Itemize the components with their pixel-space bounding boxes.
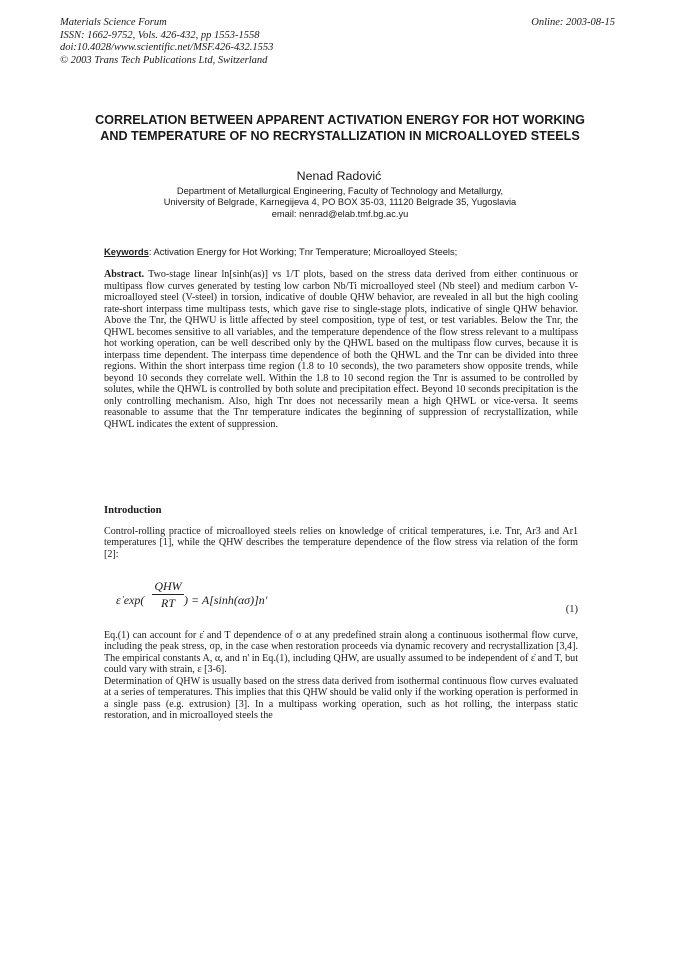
author-email: email: nenrad@elab.tmf.bg.ac.yu: [271, 208, 409, 219]
online-date: [531, 17, 615, 30]
online-date-text: Online: 2003-08-15: [531, 17, 615, 28]
paper-title: CORRELATION BETWEEN APPARENT ACTIVATION ENERGY FOR HOT WORKING AND TEMPERATURE OF NO RECRYSTALLIZATION IN MICROALLOYED STEELS: [95, 113, 585, 143]
issn-line: ISSN: 1662-9752, Vols. 426-432, pp 1553-1558: [60, 29, 260, 41]
equation-number: (1): [565, 604, 578, 615]
journal-name: Materials Science Forum: [60, 17, 167, 28]
intro-paragraph-1: Control-rolling practice of microalloyed steels relies on knowledge of critical temperatures, i.e. Tnr, Ar3 and Ar1 temperatures [1], while the QHW describes the temperature dependence of the flow stress via relation of the form [2]:: [104, 526, 578, 560]
equation-fraction: [152, 578, 184, 611]
affiliation-line-2: University of Belgrade, Karnegijeva 4, PO BOX 35-03, 11120 Belgrade 35, Yugoslavia: [163, 197, 517, 208]
abstract-text: Two-stage linear ln[sinh(as)] vs 1/T plots, based on the stress data derived from either continuous or multipass flow curves generated by testing low carbon Nb/Ti microalloyed steel (Nb steel) and medium carbon V-microalloyed steel (V-steel) in torsion, indicative of double QHW behavior, are revealed in all but the high cooling rate-short interpass time multipass tests, which gave rise to single-stage plots, indicative of single QHW behavior. Above the Tnr, the QHWU is little affected by steel composition, type of test, or test variables. Below the Tnr, the QHWL becomes sensitive to all variables, and the temperature dependence of the flow stress relevant to a multipass hot working operation, can be well described only by the QHWL based on the multipass flow curves, because it is interpass time dependent. The interpass time dependence of both the QHWL and the Tnr can be divided into three regions. Within the short interpass time region (1.8 to 10 seconds), the two parameters show opposite trends, while beyond 10 seconds they correlate well. Within the 1.8 to 10 second region the Tnr is assumed to be controlled by solutes, while the QHWL is controlled by both solute and precipitation effect. Beyond 10 seconds precipitation is the only controlling mechanism. Also, high Tnr does not necessarily mean a high QHWL or vice-versa. It seems reasonable to assume that the Tnr temperature indicates the beginning of suppression of recrystallization, while QHWL indicates the extent of suppression.: [104, 269, 578, 430]
keywords: [104, 246, 457, 257]
equation-1: [116, 578, 578, 624]
equation-rhs: ) = A[sinh(ασ)]n': [184, 593, 268, 607]
keywords-label: Keywords: [104, 246, 149, 257]
equation-numerator: QHW: [152, 578, 184, 595]
equation-denominator: RT: [160, 596, 175, 610]
affiliation-line-1: Department of Metallurgical Engineering, Faculty of Technology and Metallurgy,: [176, 186, 504, 196]
introduction-heading: Introduction: [104, 505, 162, 516]
author-name: Nenad Radović: [296, 169, 382, 183]
journal-header: [60, 17, 273, 67]
keywords-text: : Activation Energy for Hot Working; Tnr Temperature; Microalloyed Steels;: [148, 246, 458, 257]
abstract-label: Abstract.: [104, 269, 145, 280]
intro-paragraph-3: Determination of QHW is usually based on the stress data derived from isothermal continuous flow curves evaluated at a series of temperatures. This implies that this QHW should be valid only if the working operation is performed in a single pass (e.g. extrusion) [3]. In a multipass working operation, such as hot rolling, the interpass static restoration, and in microalloyed steels the: [104, 676, 578, 722]
abstract: [104, 269, 578, 430]
equation-lhs: ε̇ exp(: [116, 593, 145, 607]
copyright-line: © 2003 Trans Tech Publications Ltd, Switzerland: [60, 54, 268, 66]
doi-line: doi:10.4028/www.scientific.net/MSF.426-432.1553: [60, 42, 274, 53]
affiliation: [60, 186, 620, 220]
intro-paragraph-2: Eq.(1) can account for ε̇ and T dependence of σ at any predefined strain along a continuous isothermal flow curve, including the peak stress, σp, in the case when restoration proceeds via dynamic recovery and recrystallization [3,4]. The empirical constants A, α, and n' in Eq.(1), including QHW, are usually assumed to be independent of ε̇ and T, but could vary with strain, ε [3-6].: [104, 630, 578, 676]
